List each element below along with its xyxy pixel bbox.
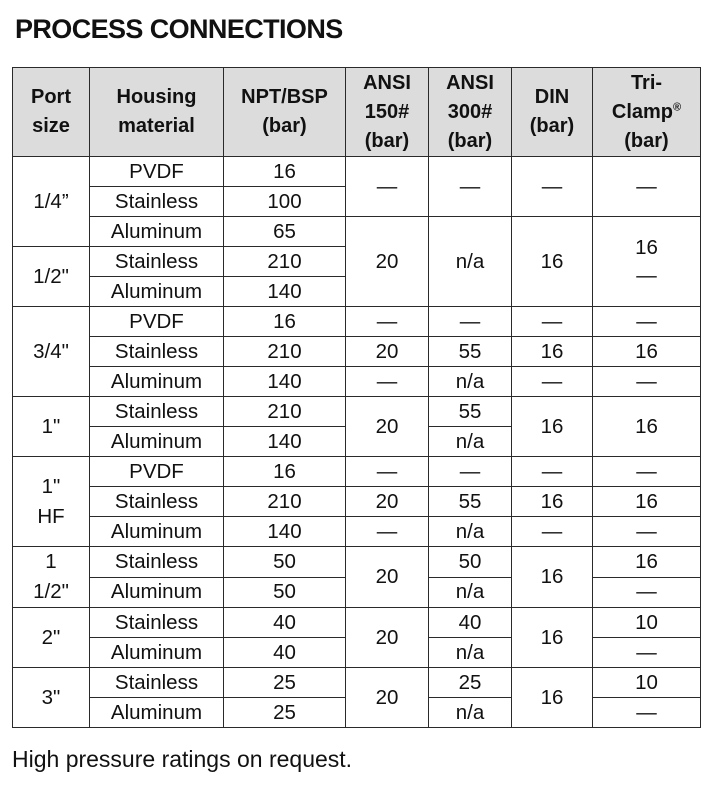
table-row (13, 157, 701, 187)
port-size-cell: 1" (13, 397, 90, 457)
tri-clamp-cell: 10 (593, 668, 701, 698)
housing-cell: Stainless (90, 337, 224, 367)
npt-cell: 16 (224, 307, 346, 337)
table-row (13, 547, 701, 578)
ansi300-cell: 25 (429, 668, 512, 698)
table-row (13, 337, 701, 367)
housing-cell: Aluminum (90, 577, 224, 608)
tri-clamp-cell: 16 — (593, 217, 701, 307)
housing-cell: Aluminum (90, 367, 224, 397)
port-size-cell: 2" (13, 608, 90, 668)
ansi150-cell: 20 (346, 547, 429, 608)
din-cell: 16 (512, 487, 593, 517)
ansi300-cell: n/a (429, 638, 512, 668)
ansi150-cell: 20 (346, 487, 429, 517)
ansi300-cell: n/a (429, 367, 512, 397)
tri-clamp-cell: — (593, 698, 701, 728)
table-row (13, 608, 701, 638)
port-size-cell: 1/2" (13, 247, 90, 307)
tri-clamp-cell: 16 (593, 547, 701, 578)
header-npt-bsp: NPT/BSP (bar) (224, 68, 346, 157)
ansi300-cell: n/a (429, 517, 512, 547)
header-tri-clamp: Tri- Clamp® (bar) (593, 68, 701, 157)
npt-cell: 50 (224, 547, 346, 578)
housing-cell: PVDF (90, 457, 224, 487)
tri-clamp-cell: — (593, 457, 701, 487)
ansi300-cell: n/a (429, 698, 512, 728)
npt-cell: 210 (224, 337, 346, 367)
din-cell: 16 (512, 217, 593, 307)
ansi150-cell: 20 (346, 217, 429, 307)
table-row (13, 668, 701, 698)
port-size-cell: 1" HF (13, 457, 90, 547)
tri-clamp-cell: 16 (593, 487, 701, 517)
ansi300-cell: 55 (429, 337, 512, 367)
ansi150-cell: — (346, 157, 429, 217)
ansi150-cell: 20 (346, 337, 429, 367)
ansi150-cell: 20 (346, 397, 429, 457)
npt-cell: 40 (224, 638, 346, 668)
din-cell: — (512, 307, 593, 337)
tri-clamp-cell: 16 (593, 337, 701, 367)
tri-clamp-cell: 10 (593, 608, 701, 638)
ansi150-cell: — (346, 307, 429, 337)
table-row (13, 487, 701, 517)
npt-cell: 25 (224, 698, 346, 728)
npt-cell: 25 (224, 668, 346, 698)
tri-clamp-cell: — (593, 157, 701, 217)
tri-clamp-cell: — (593, 638, 701, 668)
tri-clamp-cell: — (593, 367, 701, 397)
table-row (13, 217, 701, 247)
npt-cell: 100 (224, 187, 346, 217)
header-port-size: Port size (13, 68, 90, 157)
housing-cell: Aluminum (90, 698, 224, 728)
npt-cell: 140 (224, 367, 346, 397)
ansi300-cell: n/a (429, 427, 512, 457)
housing-cell: Aluminum (90, 277, 224, 307)
header-ansi-150: ANSI 150# (bar) (346, 68, 429, 157)
table-row (13, 457, 701, 487)
header-row (13, 68, 701, 157)
registered-mark: ® (673, 100, 682, 113)
port-size-cell: 3/4" (13, 307, 90, 397)
port-size-cell: 3" (13, 668, 90, 728)
housing-cell: PVDF (90, 157, 224, 187)
housing-cell: Aluminum (90, 217, 224, 247)
din-cell: 16 (512, 668, 593, 728)
table-row (13, 367, 701, 397)
housing-cell: Stainless (90, 397, 224, 427)
din-cell: 16 (512, 547, 593, 608)
npt-cell: 16 (224, 157, 346, 187)
housing-cell: Stainless (90, 608, 224, 638)
header-din: DIN (bar) (512, 68, 593, 157)
tri-clamp-cell: — (593, 517, 701, 547)
ansi300-cell: 40 (429, 608, 512, 638)
npt-cell: 210 (224, 247, 346, 277)
ansi300-cell: — (429, 457, 512, 487)
housing-cell: Stainless (90, 668, 224, 698)
port-size-cell: 1/4” (13, 157, 90, 247)
ansi300-cell: 55 (429, 487, 512, 517)
table-row (13, 397, 701, 427)
npt-cell: 210 (224, 487, 346, 517)
tri-clamp-cell: 16 (593, 397, 701, 457)
npt-cell: 210 (224, 397, 346, 427)
ansi300-cell: — (429, 307, 512, 337)
tri-clamp-cell: — (593, 577, 701, 608)
din-cell: 16 (512, 397, 593, 457)
housing-cell: PVDF (90, 307, 224, 337)
ansi150-cell: — (346, 457, 429, 487)
din-cell: — (512, 157, 593, 217)
ansi150-cell: — (346, 367, 429, 397)
din-cell: — (512, 517, 593, 547)
housing-cell: Stainless (90, 187, 224, 217)
npt-cell: 140 (224, 517, 346, 547)
ansi150-cell: — (346, 517, 429, 547)
ansi300-cell: n/a (429, 217, 512, 307)
header-housing-material: Housing material (90, 68, 224, 157)
npt-cell: 50 (224, 577, 346, 608)
table-row (13, 307, 701, 337)
tri-clamp-cell: — (593, 307, 701, 337)
din-cell: — (512, 457, 593, 487)
din-cell: 16 (512, 337, 593, 367)
npt-cell: 16 (224, 457, 346, 487)
housing-cell: Stainless (90, 487, 224, 517)
housing-cell: Stainless (90, 547, 224, 578)
housing-cell: Aluminum (90, 517, 224, 547)
header-ansi-300: ANSI 300# (bar) (429, 68, 512, 157)
npt-cell: 140 (224, 277, 346, 307)
process-connections-table (12, 67, 701, 728)
ansi300-cell: — (429, 157, 512, 217)
page-title: PROCESS CONNECTIONS (15, 14, 343, 44)
npt-cell: 40 (224, 608, 346, 638)
port-size-cell: 1 1/2" (13, 547, 90, 608)
ansi150-cell: 20 (346, 608, 429, 668)
npt-cell: 65 (224, 217, 346, 247)
housing-cell: Stainless (90, 247, 224, 277)
din-cell: 16 (512, 608, 593, 668)
housing-cell: Aluminum (90, 638, 224, 668)
ansi300-cell: 55 (429, 397, 512, 427)
ansi300-cell: n/a (429, 577, 512, 608)
ansi150-cell: 20 (346, 668, 429, 728)
housing-cell: Aluminum (90, 427, 224, 457)
footer-note: High pressure ratings on request. (12, 746, 353, 772)
ansi300-cell: 50 (429, 547, 512, 578)
npt-cell: 140 (224, 427, 346, 457)
table-row (13, 517, 701, 547)
din-cell: — (512, 367, 593, 397)
